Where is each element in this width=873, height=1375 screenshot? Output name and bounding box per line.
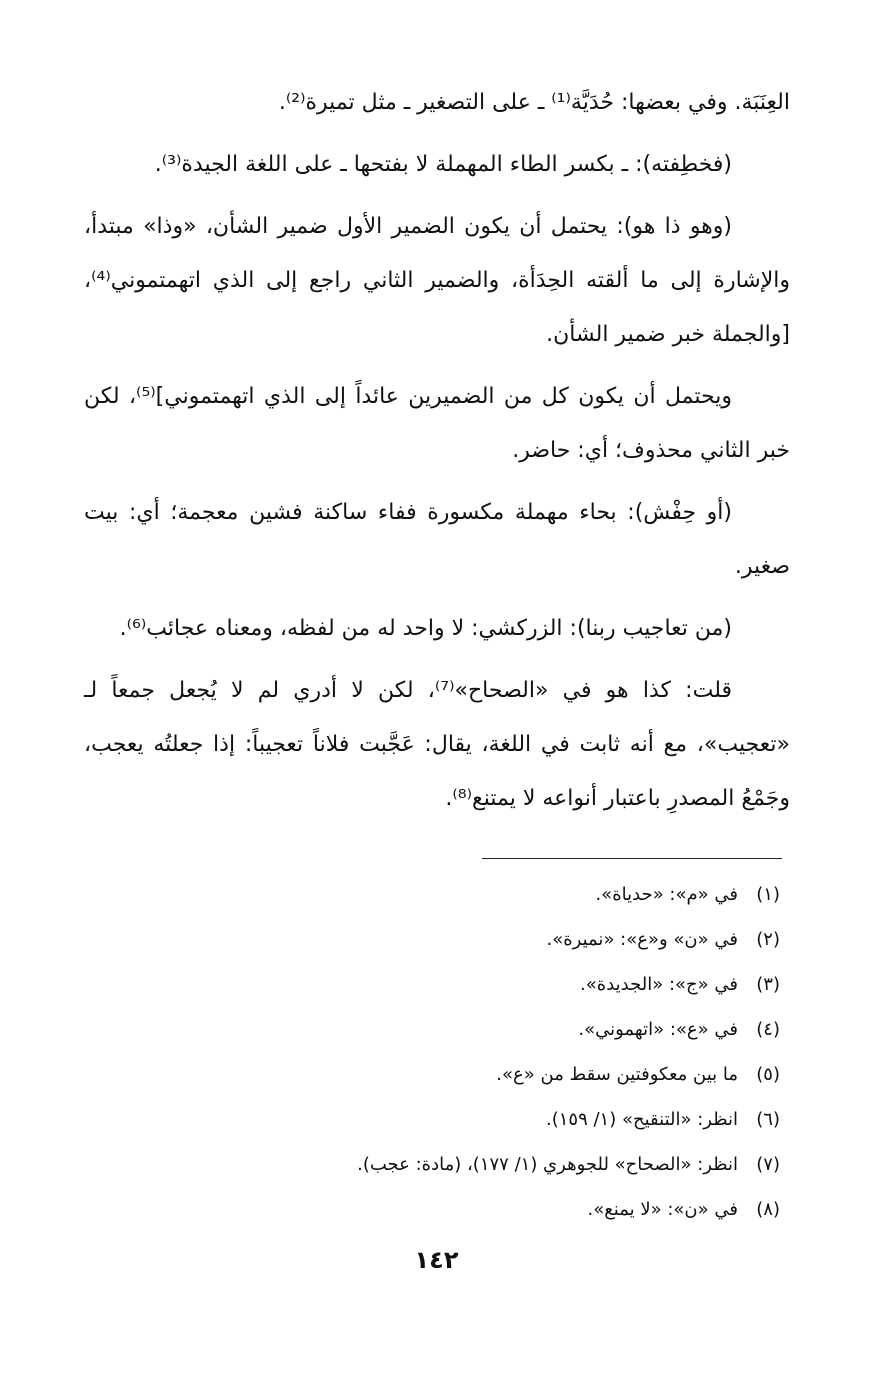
footnote-number: (٨) [756, 1199, 780, 1220]
footnotes-list [150, 872, 780, 1232]
footnote-text: انظر: «الصحاح» للجوهري (١/ ١٧٧)، (مادة: عجب). [357, 1154, 738, 1175]
paragraph-khatifathu: (فخطِفته): ـ بكسر الطاء المهملة لا بفتحها ـ على اللغة الجيدة⁽³⁾. [154, 152, 732, 177]
paragraph-hifsh: (أو حِفْش): بحاء مهملة مكسورة ففاء ساكنة فشين معجمة؛ أي: بيت صغير. [84, 500, 790, 579]
footnote-item [150, 1187, 780, 1232]
footnote-text: في «ع»: «اتهموني». [578, 1019, 738, 1040]
footnote-text: في «ن»: «لا يمنع». [587, 1199, 738, 1220]
footnote-item [150, 962, 780, 1007]
footnote-number: (٦) [756, 1109, 780, 1130]
footnote-text: انظر: «التنقيح» (١/ ١٥٩). [545, 1109, 738, 1130]
paragraph-continuation: العِنَبَة. وفي بعضها: حُدَيَّة⁽¹⁾ ـ على التصغير ـ مثل تميرة⁽²⁾. [278, 90, 790, 115]
footnote-item [150, 1007, 780, 1052]
footnote-text: في «ج»: «الجديدة». [580, 974, 738, 995]
footnote-item [150, 1097, 780, 1142]
paragraph-yahtamil: ويحتمل أن يكون كل من الضميرين عائداً إلى الذي اتهمتموني]⁽⁵⁾، لكن خبر الثاني محذوف؛ أي: حاضر. [84, 384, 790, 463]
footnote-number: (١) [756, 884, 780, 905]
paragraph-wahuwa-dha-huwa: (وهو ذا هو): يحتمل أن يكون الضمير الأول ضمير الشأن، «وذا» مبتدأ، والإشارة إلى ما ألقته الحِدَأة، والضمير الثاني راجع إلى الذي اتهمتموني⁽⁴⁾، [والجملة خبر ضمير الشأن. [84, 214, 790, 347]
footnote-number: (٧) [756, 1154, 780, 1175]
footnote-text: في «ن» و«ع»: «نميرة». [546, 929, 738, 950]
paragraph-qultu: قلت: كذا هو في «الصحاح»⁽⁷⁾، لكن لا أدري لم لا يُجعل جمعاً لـ «تعجيب»، مع أنه ثابت في اللغة، يقال: عَجَّبت فلاناً تعجيباً: إذا جعلتُه يعجب، وجَمْعُ المصدرِ باعتبار أنواعه لا يمتنع⁽⁸⁾. [84, 678, 790, 811]
footnote-number: (٣) [756, 974, 780, 995]
footnote-separator [482, 858, 782, 859]
footnote-number: (٢) [756, 929, 780, 950]
footnote-number: (٥) [756, 1064, 780, 1085]
footnote-text: ما بين معكوفتين سقط من «ع». [496, 1064, 738, 1085]
main-text [84, 76, 790, 826]
footnote-text: في «م»: «حدياة». [595, 884, 738, 905]
footnote-item [150, 917, 780, 962]
footnote-item [150, 872, 780, 917]
page-number: ١٤٢ [414, 1246, 459, 1274]
footnote-item [150, 1142, 780, 1187]
footnote-number: (٤) [756, 1019, 780, 1040]
paragraph-taajib: (من تعاجيب ربنا): الزركشي: لا واحد له من لفظه، ومعناه عجائب⁽⁶⁾. [119, 616, 732, 641]
footnote-item [150, 1052, 780, 1097]
